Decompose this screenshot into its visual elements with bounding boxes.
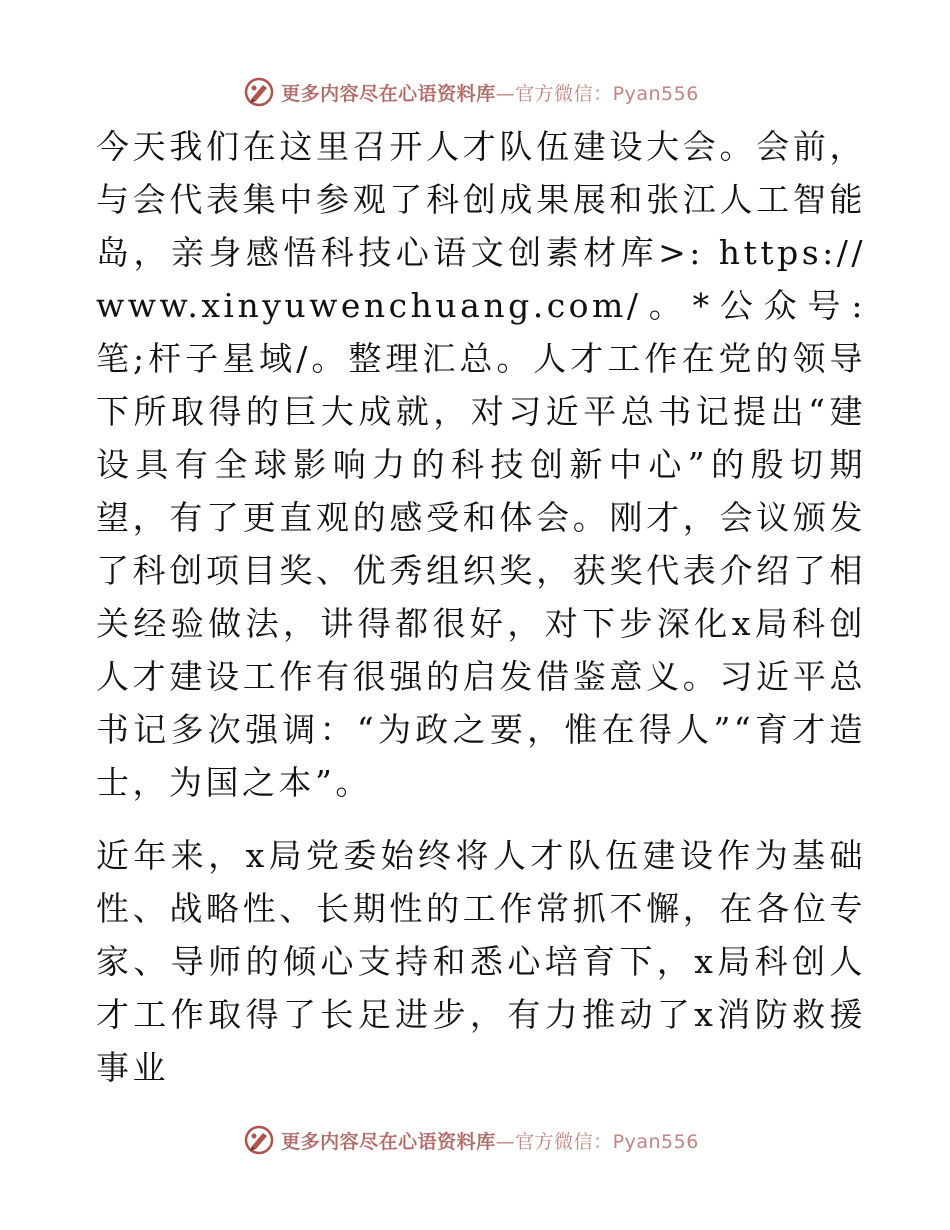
header-wechat-label: —官方微信：Pyan556 (495, 82, 699, 105)
document-body (96, 120, 866, 1094)
footer-wechat-label: —官方微信：Pyan556 (495, 1130, 699, 1153)
footer-banner-text (281, 1127, 699, 1154)
pen-logo-icon (243, 1124, 275, 1156)
header-banner (0, 72, 950, 112)
footer-site-name: 更多内容尽在心语资料库 (281, 1130, 496, 1153)
header-site-name: 更多内容尽在心语资料库 (281, 82, 496, 105)
body-paragraph: 近年来，x局党委始终将人才队伍建设作为基础性、战略性、长期性的工作常抓不懈，在各位专家、导师的倾心支持和悉心培育下，x局科创人才工作取得了长足进步，有力推动了x消防救援事业 (96, 836, 866, 1087)
footer-banner (0, 1120, 950, 1160)
pen-logo-icon (243, 76, 275, 108)
body-paragraph: 今天我们在这里召开人才队伍建设大会。会前，与会代表集中参观了科创成果展和张江人工智能岛，亲身感悟科技心语文创素材库>: https:// www.xinyuwenchuang.com/。*公众号: 笔;杆子星域/。整理汇总。人才工作在党的领导下所取得的巨大成就，对习近平总书记提出“建设具有全球影响力的科技创新中心”的殷切期望，有了更直观的感受和体会。刚才，会议颁发了科创项目奖、优秀组织奖，获奖代表介绍了相关经验做法，讲得都很好，对下步深化x局科创人才建设工作有很强的启发借鉴意义。习近平总书记多次强调：“为政之要，惟在得人”“育才造士，为国之本”。 (96, 127, 866, 802)
header-banner-text (281, 79, 699, 106)
